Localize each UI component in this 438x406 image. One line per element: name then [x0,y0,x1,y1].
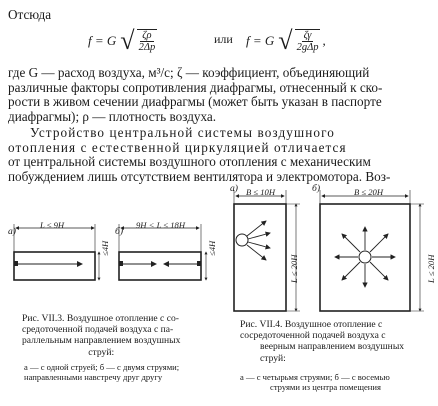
fig4-dim-a-side: L ≤ 20H [289,254,299,283]
fig3-subcaption [24,362,179,382]
fig3-dim-hb: ≤4H [207,240,217,256]
fig3-caption-line: струй: [88,346,115,358]
formula-2-fraction [295,29,321,53]
paragraph-2 [8,126,390,184]
fig3-label-a: а) [8,226,16,237]
fig3-dim-b: 9H < L ≤ 18H [136,220,186,230]
fig3-dim-a: L ≤ 9H [40,220,65,230]
fig4-diagram-b [320,190,424,311]
sqrt-icon: √ [120,26,135,55]
paragraph-2-line: Устройство центральной системы воздушного [30,125,335,140]
fig3-diagram-b [119,224,206,280]
fig4-dim-b-side: L ≤ 20H [426,254,436,283]
paragraph-1-line: где G — расход воздуха, м³/с; ζ — коэффициент, объединяющий [8,65,370,80]
fig3-caption-line: раллельным направлением воздушных [22,335,181,347]
fig4-dim-b-top: B ≤ 20H [354,187,384,197]
paragraph-1-line: рости в живом сечении диафрагмы (может быть указан в паспорте [8,94,382,110]
formula-1-denominator: 2Δp [138,42,156,53]
fig4-caption-line: Рис. VII.4. Воздушное отопление с [240,319,383,330]
paragraph-2-line: от центральной системы воздушного отопления с механическим [8,154,371,170]
paragraph-1 [8,66,382,124]
formula-1-numerator: ζρ [142,30,152,41]
fig4-caption-line: сосредоточенной подачей воздуха с [240,330,386,342]
formula-2-denominator: 2gΔp [296,42,319,53]
fig4-subcaption-line: струями из центра помещения [270,382,381,392]
paragraph-1-line: различные факторы сопротивления диафрагмы, отнесенный к ско- [8,79,383,95]
formula-2-lhs: f = G [246,33,275,48]
fig4-caption [240,319,404,364]
fig3-dim-ha: ≤4H [100,240,110,256]
intro-text: Отсюда [8,7,52,22]
paragraph-1-line: диафрагмы); ρ — плотность воздуха. [8,108,217,124]
formula-1 [88,26,157,56]
fig4-subcaption-line: а — с четырьмя струями; б — с восемью [240,372,390,382]
formula-1-lhs: f = G [88,33,117,48]
fig3-caption [22,313,180,358]
fig4-caption-line: струй: [260,352,286,364]
fig4-label-b: б) [312,183,321,194]
fig4-label-a: а) [230,183,238,194]
fig4-subcaption [240,372,390,392]
fig3-diagram-a [14,224,99,280]
fig3-label-b: б) [115,226,124,237]
sqrt-icon: √ [278,26,293,55]
fig4-dim-a-top: B ≤ 10H [246,187,276,197]
fig3-caption-line: средоточенной подачей воздуха с па- [22,324,174,336]
fig3-caption-line: Рис. VII.3. Воздушное отопление с со- [22,313,179,324]
formula-2-numerator: ζγ [303,30,312,41]
formula-1-fraction [137,29,158,53]
paragraph-2-line: побуждением лишь отсутствием вентилятора и электромотора. Воз- [8,168,391,184]
fig4-diagram-a [234,190,300,311]
paragraph-2-line: отопления с естественной циркуляцией отличается [8,139,347,155]
fig3-subcaption-line: а — с одной струей; б — с двумя струями; [24,362,180,372]
formula-tail: , [322,33,326,48]
fig3-subcaption-line: направленными навстречу друг другу [24,372,163,382]
fig4-caption-line: веерным направлением воздушных [260,341,405,353]
formula-2 [246,26,326,56]
formula-conj: или [214,32,233,46]
